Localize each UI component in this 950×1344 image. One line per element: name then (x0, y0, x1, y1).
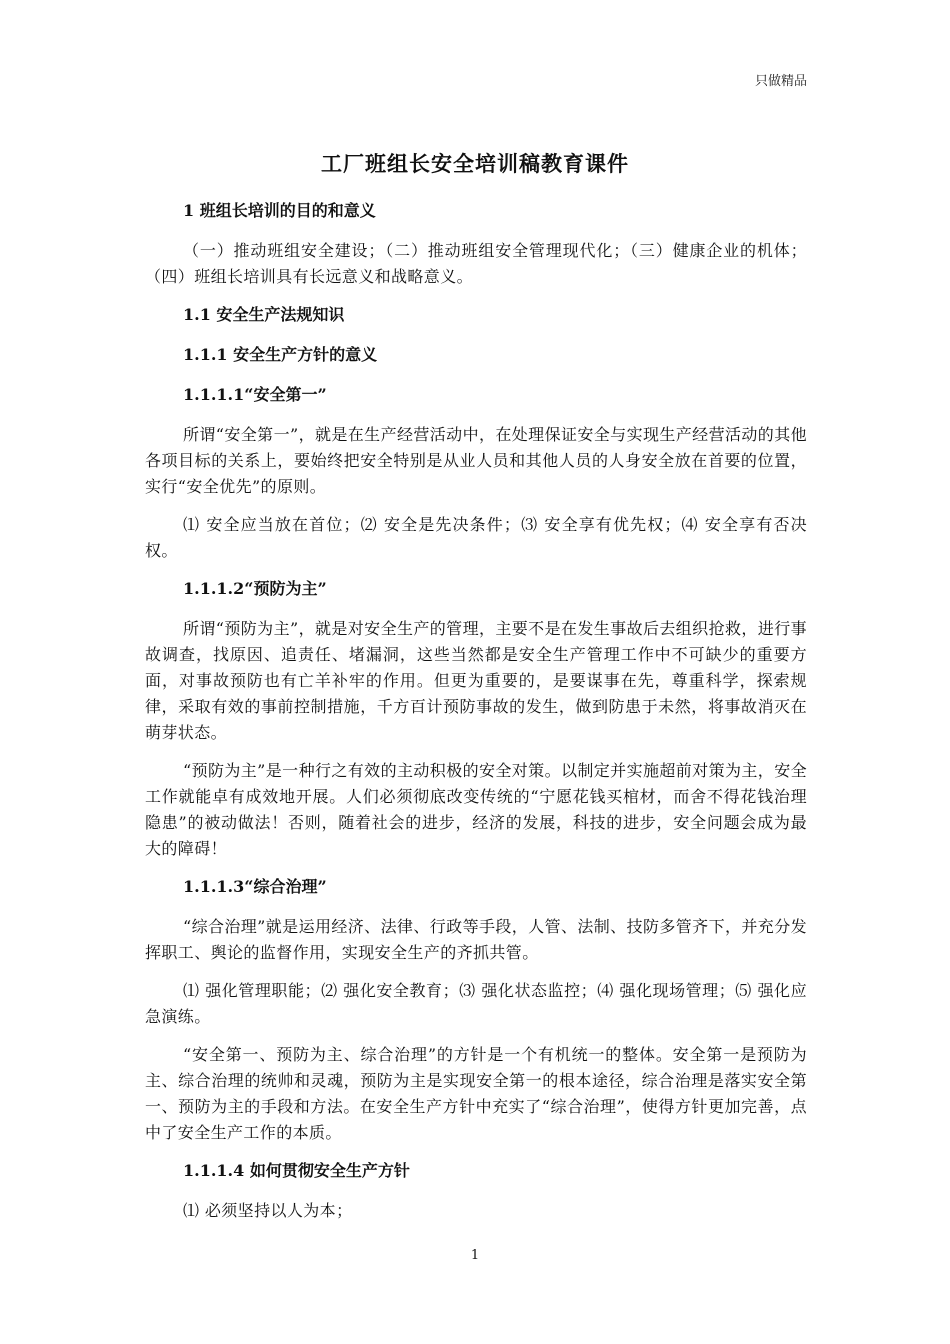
page-number: 1 (470, 1248, 480, 1263)
header-note: 只做精品 (754, 74, 807, 89)
section-heading-1-1-1-4: 1.1.1.4 如何贯彻安全生产方针 (183, 1161, 410, 1180)
section-heading-1-1-1-3: 1.1.1.3“综合治理” (183, 877, 327, 896)
paragraph-safety-first: 所谓“安全第一”，就是在生产经营活动中，在处理保证安全与实现生产经营活动的其他各项目标的关系上，要始终把安全特别是从业人员和其他人员的人身安全放在首要的位置，实行“安全优先”的原则。 (145, 425, 807, 496)
section-heading-1-1: 1.1 安全生产法规知识 (183, 305, 345, 324)
document-body (145, 198, 807, 1236)
paragraph-prevention: 所谓“预防为主”，就是对安全生产的管理，主要不是在发生事故后去组织抢救，进行事故调查，找原因、追责任、堵漏洞，这些当然都是安全生产管理工作中不可缺少的重要方面，对事故预防也有亡羊补牢的作用。但更为重要的，是要谋事在先，尊重科学，探索规律，采取有效的事前控制措施，千方百计预防事故的发生，做到防患于未然，将事故消灭在萌芽状态。 (145, 619, 807, 742)
section-heading-1-1-1: 1.1.1 安全生产方针的意义 (183, 345, 378, 364)
paragraph-comprehensive-governance: “综合治理”就是运用经济、法律、行政等手段，人管、法制、技防多管齐下，并充分发挥职工、舆论的监督作用，实现安全生产的齐抓共管。 (145, 917, 807, 962)
paragraph-safety-first-points: ⑴ 安全应当放在首位；⑵ 安全是先决条件；⑶ 安全享有优先权；⑷ 安全享有否决权。 (145, 515, 807, 560)
paragraph-prevention-strategy: “预防为主”是一种行之有效的主动积极的安全对策。以制定并实施超前对策为主，安全工作就能卓有成效地开展。人们必须彻底改变传统的“宁愿花钱买棺材，而舍不得花钱治理隐患”的被动做法！否则，随着社会的进步，经济的发展，科技的进步，安全问题会成为最大的障碍！ (145, 761, 807, 858)
paragraph-governance-points: ⑴ 强化管理职能；⑵ 强化安全教育；⑶ 强化状态监控；⑷ 强化现场管理；⑸ 强化应急演练。 (145, 981, 807, 1026)
section-heading-1: 1 班组长培训的目的和意义 (183, 201, 376, 220)
document-title: 工厂班组长安全培训稿教育课件 (321, 151, 629, 176)
section-heading-1-1-1-1: 1.1.1.1“安全第一” (183, 385, 327, 404)
section-heading-1-1-1-2: 1.1.1.2“预防为主” (183, 579, 327, 598)
paragraph-training-goals: （一）推动班组安全建设；（二）推动班组安全管理现代化；（三）健康企业的机体；（四）班组长培训具有长远意义和战略意义。 (145, 241, 807, 286)
paragraph-people-oriented: ⑴ 必须坚持以人为本； (183, 1201, 353, 1220)
paragraph-policy-summary: “安全第一、预防为主、综合治理”的方针是一个有机统一的整体。安全第一是预防为主、综合治理的统帅和灵魂，预防为主是实现安全第一的根本途径，综合治理是落实安全第一、预防为主的手段和方法。在安全生产方针中充实了“综合治理”，使得方针更加完善，点中了安全生产工作的本质。 (145, 1045, 807, 1142)
